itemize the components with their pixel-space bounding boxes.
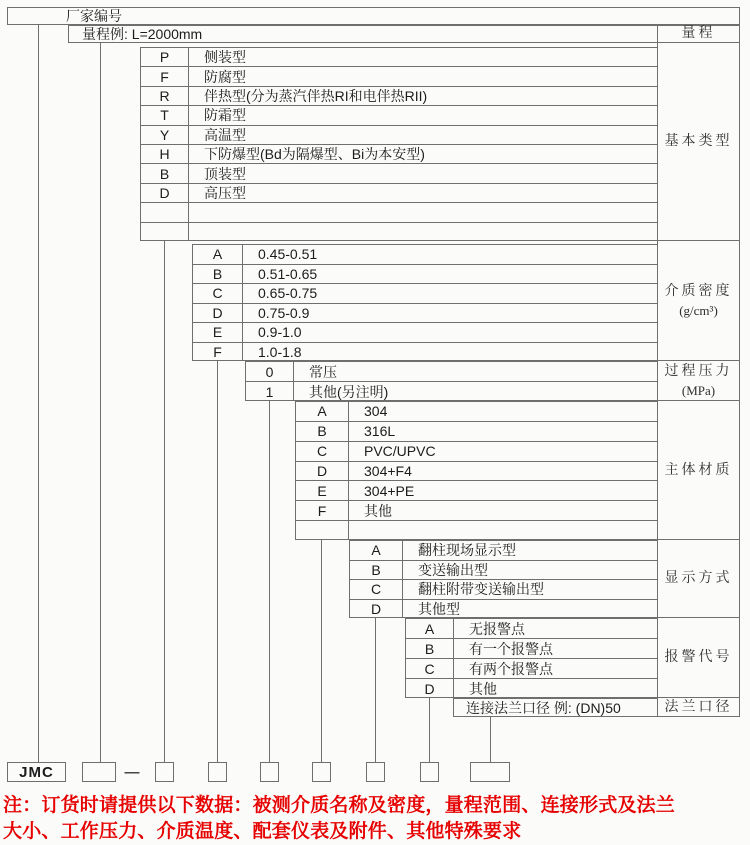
desc-cell [189,223,657,241]
code-cell: 1 [246,382,294,401]
table-row [296,481,657,501]
code-box-density [208,762,227,782]
table-row [141,67,657,86]
table-row [296,442,657,462]
desc-cell: 伴热型(分为蒸汽伴热RI和电伴热RII) [204,87,428,104]
model-prefix-box: JMC [7,762,66,782]
code-cell: E [296,481,349,500]
desc-cell: 变送输出型 [418,561,488,578]
display-mode-table [349,540,658,618]
category-label-flange: 法兰口径 [664,700,733,715]
code-box-material [312,762,331,782]
code-cell: F [141,67,189,85]
code-cell: A [296,402,349,421]
category-label-pressure: 过程压力 (MPa) [658,361,739,401]
desc-cell: 翻柱现场显示型 [418,542,516,559]
desc-cell: 无报警点 [469,620,525,637]
desc-cell: 高压型 [204,184,246,201]
alarm-code-table [405,618,658,698]
desc-cell: 0.75-0.9 [258,304,310,321]
code-cell: T [141,106,189,124]
connector-line-alarm [429,698,430,762]
table-row [141,223,657,241]
flange-size-text: 连接法兰口径 例: (DN)50 [466,699,621,716]
desc-cell [349,521,657,540]
code-cell: C [193,284,243,303]
desc-cell: 304+PE [364,482,415,499]
desc-cell: 高温型 [204,126,246,143]
table-row [141,184,657,203]
desc-cell: 316L [364,423,396,440]
table-row [350,600,657,619]
table-row [141,126,657,145]
code-cell [296,521,349,540]
code-box-pressure [260,762,279,782]
table-row [296,402,657,422]
separator-dash: — [124,763,140,781]
code-cell: F [193,343,243,362]
category-label-material: 主体材质 [658,401,739,540]
code-cell: D [141,184,189,202]
range-example-cell [68,25,740,43]
desc-cell: 常压 [309,363,337,380]
code-cell: 0 [246,362,294,381]
code-box-basic [155,762,174,782]
desc-cell: 0.65-0.75 [258,285,318,302]
category-label-density: 介质密度 (g/cm³) [658,241,739,361]
code-cell: C [350,580,403,599]
connector-line-density [217,361,218,762]
code-cell: C [406,659,454,678]
table-row [193,265,657,285]
table-row [141,87,657,106]
table-row [406,659,657,679]
code-cell: A [406,619,454,638]
category-label-column [657,25,740,717]
desc-cell: 防腐型 [204,68,246,85]
desc-cell: 顶装型 [204,165,246,182]
code-cell [141,203,189,221]
connector-line-display [375,618,376,762]
table-row [406,619,657,639]
desc-cell: 304 [364,403,388,420]
factory-number-cell [7,7,740,25]
category-label-display: 显示方式 [658,540,739,618]
desc-cell: 有两个报警点 [469,660,553,677]
code-cell: F [296,501,349,520]
code-cell: B [296,422,349,441]
connector-line-flange [490,717,491,762]
range-example-label: 量程例: L=2000mm [82,26,203,42]
process-pressure-table [245,361,658,401]
table-row [141,106,657,125]
order-note-line2: 大小、工作压力、介质温度、配套仪表及附件、其他特殊要求 [3,821,522,842]
code-box-range [82,762,116,782]
basic-type-table [140,47,658,241]
desc-cell: 侧装型 [204,49,246,66]
code-cell: R [141,87,189,105]
order-note [3,793,749,845]
code-cell: C [296,442,349,461]
table-row [141,145,657,164]
code-cell: D [296,462,349,481]
category-label-basic: 基本类型 [658,43,739,241]
code-cell: P [141,48,189,66]
table-row [406,679,657,698]
code-cell: A [193,245,243,264]
desc-cell: 其他型 [418,601,460,618]
medium-density-table [192,244,658,361]
table-row [193,323,657,343]
desc-cell: 翻柱附带变送输出型 [418,581,544,598]
table-row [246,362,657,382]
desc-cell: 0.51-0.65 [258,265,318,282]
desc-cell: PVC/UPVC [364,443,436,460]
table-row [296,501,657,521]
factory-number-label: 厂家编号 [66,8,122,24]
connector-line-pressure [269,401,270,762]
connector-line-material [321,540,322,762]
flange-size-cell [453,698,658,717]
code-cell: H [141,145,189,163]
order-note-line1: 注：订货时请提供以下数据：被测介质名称及密度，量程范围、连接形式及法兰 [3,795,676,816]
connector-line-basic [164,241,165,762]
desc-cell: 304+F4 [364,463,412,479]
table-row [141,48,657,67]
table-row [296,521,657,540]
body-material-table [295,401,658,540]
code-cell: D [350,600,403,619]
desc-cell: 防霜型 [204,107,246,124]
table-row [406,639,657,659]
code-cell: Y [141,126,189,144]
table-row [350,561,657,581]
code-box-flange [470,762,510,782]
category-label-range: 量程 [658,25,739,43]
desc-cell: 其他(另注明) [309,384,389,400]
table-row [141,164,657,183]
code-cell: A [350,541,403,560]
code-cell: B [350,561,403,580]
code-cell: D [193,304,243,323]
code-cell: B [141,164,189,182]
table-row [350,580,657,600]
desc-cell: 0.45-0.51 [258,246,318,263]
table-row [193,343,657,362]
desc-cell: 其他 [469,681,497,697]
table-row [296,462,657,482]
table-row [193,245,657,265]
code-cell [141,223,189,241]
code-cell: B [193,265,243,284]
table-row [193,284,657,304]
desc-cell: 1.0-1.8 [258,344,302,361]
table-row [193,304,657,324]
category-label-alarm: 报警代号 [658,618,739,698]
code-cell: E [193,323,243,342]
connector-line-range [100,43,101,762]
code-box-alarm [420,762,439,782]
table-row [141,203,657,222]
desc-cell: 0.9-1.0 [258,324,302,341]
connector-line-factory [38,25,39,762]
desc-cell: 其他 [364,502,392,519]
desc-cell: 有一个报警点 [469,640,553,657]
desc-cell [189,203,657,221]
code-box-display [366,762,385,782]
desc-cell: 下防爆型(Bd为隔爆型、Bi为本安型) [204,146,425,163]
table-row [246,382,657,401]
table-row [296,422,657,442]
table-row [350,541,657,561]
code-cell: B [406,639,454,658]
code-cell: D [406,679,454,698]
